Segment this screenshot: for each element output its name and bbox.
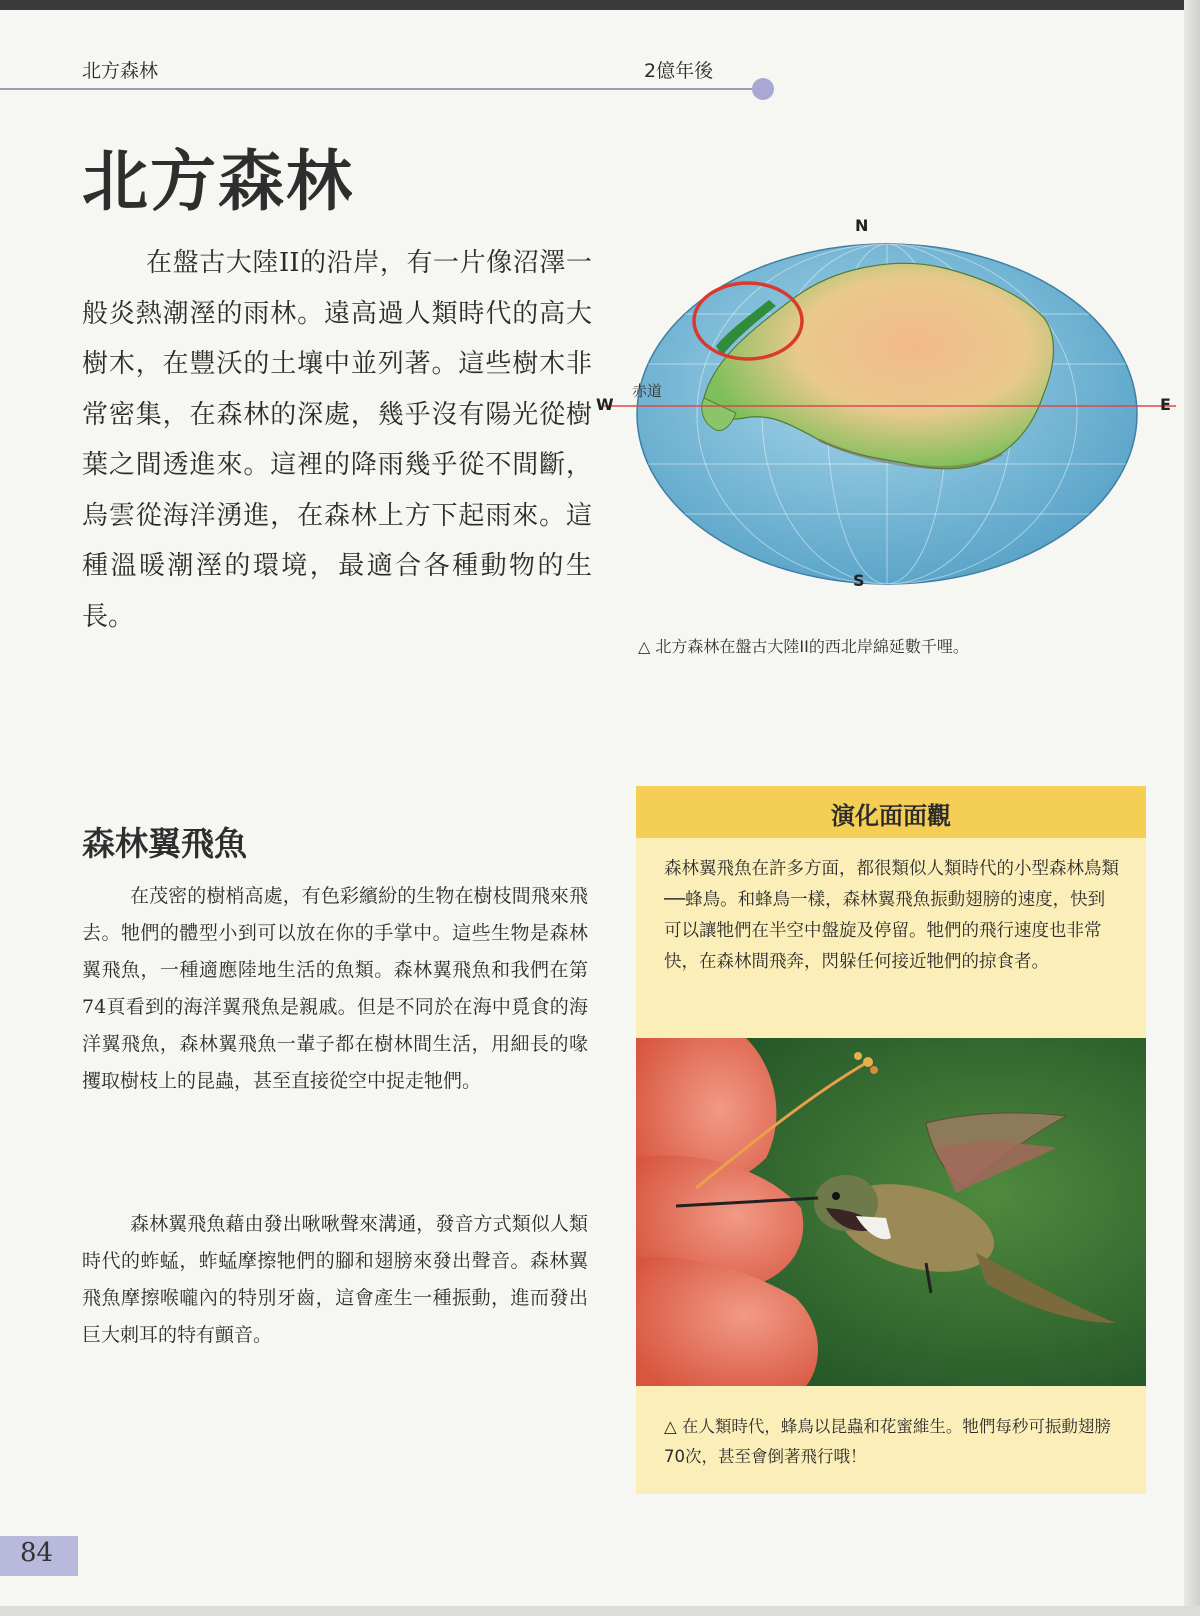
section-heading: 森林翼飛魚 [82, 824, 247, 863]
running-header-section: 北方森林 [82, 60, 159, 82]
sidebar-box [636, 786, 1146, 1494]
map-caption: △ 北方森林在盤古大陸II的西北岸綿延數千哩。 [638, 637, 969, 656]
page-bottom-edge [0, 1606, 1200, 1616]
sidebar-text: 森林翼飛魚在許多方面，都很類似人類時代的小型森林鳥類──蜂鳥。和蜂鳥一樣，森林翼飛魚振動翅膀的速度，快到可以讓牠們在半空中盤旋及停留。牠們的飛行速度也非常快，在森林間飛奔，閃躲任何接近牠們的掠食者。 [664, 859, 1119, 972]
equator-label: 赤道 [632, 382, 663, 400]
header-dot [752, 78, 774, 100]
hummingbird-photo [636, 1038, 1146, 1386]
world-map [596, 216, 1176, 608]
compass-north: N [855, 216, 869, 235]
page-number: 84 [20, 1538, 54, 1568]
header-rule [0, 88, 756, 90]
compass-west: W [596, 395, 614, 414]
photo-caption: △ 在人類時代，蜂鳥以昆蟲和花蜜維生。牠們每秒可振動翅膀70次，甚至會倒著飛行哦！ [664, 1417, 1111, 1466]
body-paragraph-1: 在茂密的樹梢高處，有色彩繽紛的生物在樹枝間飛來飛去。牠們的體型小到可以放在你的手掌中。這些生物是森林翼飛魚，一種適應陸地生活的魚類。森林翼飛魚和我們在第74頁看到的海洋翼飛魚是親戚。但是不同於在海中覓食的海洋翼飛魚，森林翼飛魚一輩子都在樹林間生活，用細長的喙攫取樹枝上的昆蟲，甚至直接從空中捉走牠們。 [82, 885, 588, 1092]
body-paragraph-2: 森林翼飛魚藉由發出啾啾聲來溝通，發音方式類似人類時代的蚱蜢，蚱蜢摩擦牠們的腳和翅膀來發出聲音。森林翼飛魚摩擦喉嚨內的特別牙齒，這會產生一種振動，進而發出巨大刺耳的特有顫音。 [82, 1213, 588, 1346]
page-top-edge [0, 0, 1200, 10]
intro-paragraph: 在盤古大陸II的沿岸，有一片像沼澤一般炎熱潮溼的雨林。遠高過人類時代的高大樹木，在豐沃的土壤中並列著。這些樹木非常密集，在森林的深處，幾乎沒有陽光從樹葉之間透進來。這裡的降雨幾乎從不間斷，烏雲從海洋湧進，在森林上方下起雨來。這種溫暖潮溼的環境，最適合各種動物的生長。 [82, 248, 592, 632]
page-right-edge [1184, 0, 1200, 1616]
page-title: 北方森林 [82, 143, 354, 220]
sidebar-title: 演化面面觀 [831, 802, 951, 830]
running-header-era: 2億年後 [644, 60, 714, 82]
compass-east: E [1160, 395, 1171, 414]
compass-south: S [853, 571, 865, 590]
